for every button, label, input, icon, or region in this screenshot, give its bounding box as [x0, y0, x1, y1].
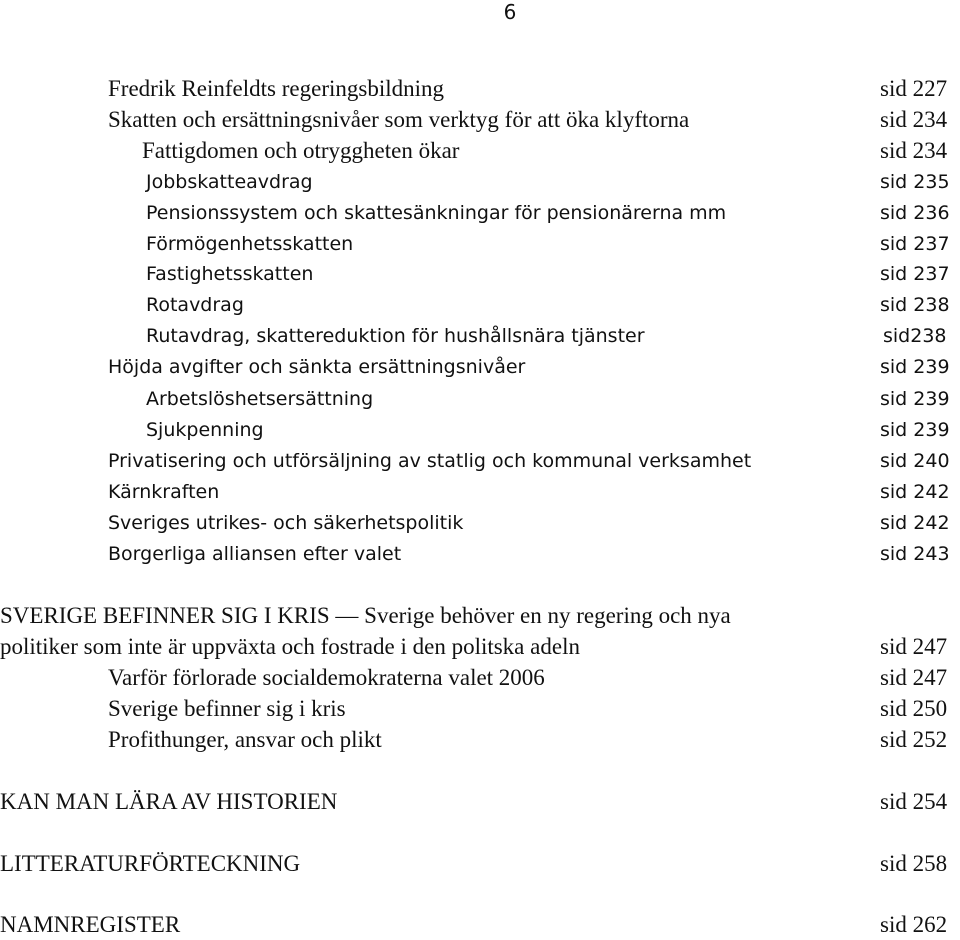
- chapter-heading-row[interactable]: [0, 632, 960, 662]
- toc-entry-page: sid 243: [880, 543, 950, 565]
- toc-entry-title: Jobbskatteavdrag: [146, 171, 313, 193]
- toc-entry-page: sid 240: [880, 450, 950, 472]
- toc-entry-page: sid 234: [880, 138, 948, 163]
- toc-entry-page: sid 254: [880, 789, 948, 814]
- toc-entry-title: Arbetslöshetsersättning: [146, 388, 374, 410]
- toc-entry-page: sid 236: [880, 202, 950, 224]
- toc-entry-page: sid 258: [880, 851, 948, 876]
- toc-chapter[interactable]: [0, 787, 960, 817]
- toc-entry-page: sid 237: [880, 263, 950, 285]
- toc-entry[interactable]: [0, 352, 960, 382]
- toc-entry-page: sid238: [883, 325, 947, 347]
- toc-chapter-title: LITTERATURFÖRTECKNING: [0, 851, 301, 876]
- toc-entry-title: Sveriges utrikes- och säkerhetspolitik: [108, 512, 464, 534]
- toc-entry-page: sid 237: [880, 233, 950, 255]
- toc-entry[interactable]: [0, 694, 960, 724]
- toc-entry-title: Pensionssystem och skattesänkningar för pensionärerna mm: [146, 202, 727, 224]
- toc-chapter-title: KAN MAN LÄRA AV HISTORIEN: [0, 789, 338, 814]
- toc-entry-page: sid 239: [880, 356, 950, 378]
- toc-entry-page: sid 242: [880, 512, 950, 534]
- toc-entry-title: Borgerliga alliansen efter valet: [108, 543, 402, 565]
- toc-entry[interactable]: [0, 725, 960, 755]
- toc-entry[interactable]: [0, 508, 960, 538]
- toc-entry[interactable]: [0, 663, 960, 693]
- toc-entry-title: Varför förlorade socialdemokraterna valet 2006: [108, 665, 545, 690]
- toc-entry-title: Förmögenhetsskatten: [146, 233, 354, 255]
- toc-entry[interactable]: [0, 136, 960, 166]
- toc-entry[interactable]: [0, 198, 960, 228]
- toc-entry-page: sid 239: [880, 388, 950, 410]
- toc-entry[interactable]: [0, 384, 960, 414]
- toc-entry[interactable]: [0, 74, 960, 104]
- toc-entry-title: Skatten och ersättningsnivåer som verktyg för att öka klyftorna: [108, 107, 690, 132]
- toc-entry[interactable]: [0, 477, 960, 507]
- toc-chapter[interactable]: [0, 849, 960, 879]
- toc-entry-title: Fattigdomen och otryggheten ökar: [142, 138, 460, 163]
- toc-entry[interactable]: [0, 259, 960, 289]
- toc-entry-page: sid 234: [880, 107, 948, 132]
- toc-entry[interactable]: [0, 167, 960, 197]
- chapter-heading-line1[interactable]: SVERIGE BEFINNER SIG I KRIS — Sverige behöver en ny regering och nya: [0, 603, 731, 628]
- toc-entry-title: Höjda avgifter och sänkta ersättningsnivåer: [108, 356, 526, 378]
- toc-entry-page: sid 227: [880, 76, 948, 101]
- toc-entry-title: Rotavdrag: [146, 294, 244, 316]
- toc-entry[interactable]: [0, 539, 960, 569]
- toc-entry[interactable]: [0, 290, 960, 320]
- toc-entry-title: Kärnkraften: [108, 481, 220, 503]
- toc-entry[interactable]: [0, 415, 960, 445]
- toc-entry-page: sid 250: [880, 696, 948, 721]
- toc-entry-title: Sverige befinner sig i kris: [108, 696, 346, 721]
- toc-entry[interactable]: [0, 321, 960, 351]
- chapter-heading-line2: politiker som inte är uppväxta och fostrade i den politska adeln: [0, 634, 580, 659]
- toc-entry-title: Profithunger, ansvar och plikt: [108, 727, 382, 752]
- toc-entry-page: sid 247: [880, 665, 948, 690]
- toc-entry-title: Rutavdrag, skattereduktion för hushållsnära tjänster: [146, 325, 645, 347]
- toc-entry[interactable]: [0, 446, 960, 476]
- toc-chapter[interactable]: [0, 910, 960, 940]
- toc-entry-page: sid 242: [880, 481, 950, 503]
- toc-entry-page: sid 238: [880, 294, 950, 316]
- toc-entry-page: sid 235: [880, 171, 950, 193]
- toc-entry-page: sid 247: [880, 634, 948, 659]
- toc-entry-title: Fastighetsskatten: [146, 263, 314, 285]
- toc-entry[interactable]: [0, 229, 960, 259]
- page-number: 6: [503, 0, 517, 24]
- toc-entry-page: sid 239: [880, 419, 950, 441]
- toc-chapter-title: NAMNREGISTER: [0, 912, 181, 937]
- toc-entry-title: Fredrik Reinfeldts regeringsbildning: [108, 76, 444, 101]
- toc-entry-title: Privatisering och utförsäljning av statlig och kommunal verksamhet: [108, 450, 752, 472]
- toc-entry-title: Sjukpenning: [146, 419, 264, 441]
- toc-entry[interactable]: [0, 105, 960, 135]
- toc-entry-page: sid 262: [880, 912, 948, 937]
- toc-entry-page: sid 252: [880, 727, 948, 752]
